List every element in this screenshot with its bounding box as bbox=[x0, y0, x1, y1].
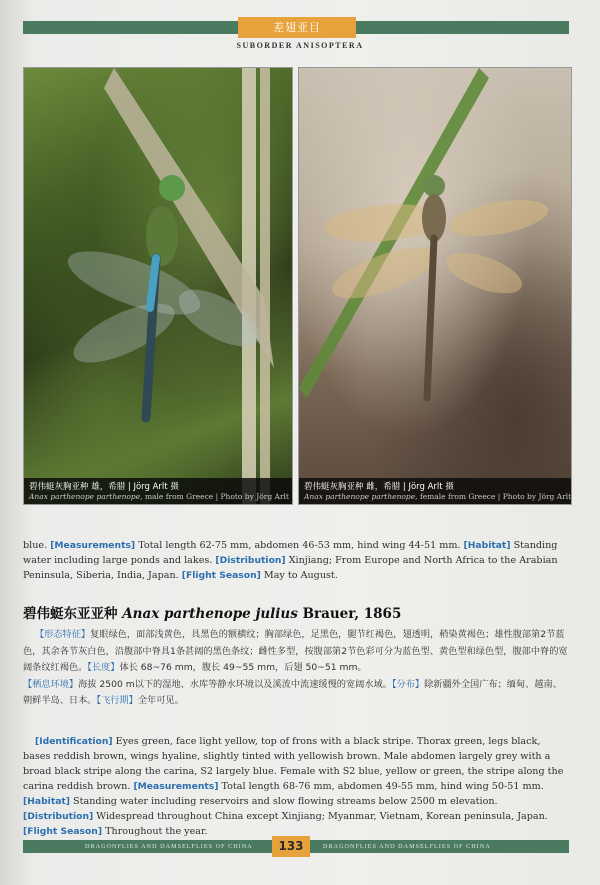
female-dragonfly-illustration bbox=[299, 68, 571, 504]
distribution-heading: [Distribution] bbox=[23, 811, 94, 822]
measurements-heading: [Measurements] bbox=[50, 540, 136, 551]
species-name-sci: Anax parthenope julius bbox=[122, 606, 298, 622]
habitat-heading: [Habitat] bbox=[23, 796, 70, 807]
footer-left-title: DRAGONFLIES AND DAMSELFLIES OF CHINA bbox=[85, 843, 253, 850]
prev-species-text: blue. [Measurements] Total length 62-75 mm, abdomen 46-53 mm, hind wing 44-51 mm. [Habitat] Standing water including large ponds and lakes. [Distribution] Xinjiang; From Europe and North Africa to the Arabian Peninsula, Siberia, India, Japan. [Flight Season] May to August. bbox=[23, 540, 558, 581]
flight-heading-zh: 【飞行期】 bbox=[96, 695, 138, 706]
flight-season-heading: [Flight Season] bbox=[181, 570, 261, 581]
distribution-heading-zh: 【分布】 bbox=[391, 678, 425, 690]
caption-en: Anax parthenope parthenope, female from Greece | Photo by Jörg Arlt bbox=[304, 492, 572, 501]
male-dragonfly-illustration bbox=[24, 68, 292, 504]
caption-zh: 碧伟蜓灰胸亚种 雄，希腊 | Jörg Arlt 摄 bbox=[29, 482, 179, 492]
caption-en: Anax parthenope parthenope, male from Greece | Photo by Jörg Arlt bbox=[29, 492, 289, 501]
species-author: Brauer, 1865 bbox=[302, 606, 402, 622]
footer-right-title: DRAGONFLIES AND DAMSELFLIES OF CHINA bbox=[323, 843, 491, 850]
description-zh: 【形态特征】复眼绿色，面部浅黄色，具黑色的额横纹；胸部绿色，足黑色，腿节红褐色，翅透明，稍染黄褐色；雄性腹部第2节蓝色，其余各节灰白色，沿腹部中脊具1条甚阔的黑色条纹；雌性多型，按腹部第2节色彩可分为蓝色型、黄色型和绿色型，腹部中脊的宽阔条纹红褐色。【长度】体长 68~76 mm，腹长 49~55 mm，后翅 50~51 mm。 【栖息环境】海拔 2500 m以下的湿地、水库等静水环境以及溪流中流速缓慢的宽阔水域。【分布】除新疆外全国广布；缅甸、越南、朝鲜半岛、日本。【飞行期】全年可见。 bbox=[23, 629, 568, 706]
species-title bbox=[23, 602, 569, 622]
species-name-zh: 碧伟蜓东亚亚种 bbox=[23, 606, 118, 622]
caption-zh: 碧伟蜓灰胸亚种 雌，希腊 | Jörg Arlt 摄 bbox=[304, 482, 454, 492]
morph-heading-zh: 【形态特征】 bbox=[35, 629, 91, 640]
habitat-heading: [Habitat] bbox=[463, 540, 511, 551]
photo-male bbox=[23, 67, 293, 505]
section-tab: 差翅亚目 bbox=[238, 17, 356, 38]
identification-heading: [Identification] bbox=[35, 736, 113, 747]
photo-caption bbox=[24, 478, 292, 504]
measurements-heading: [Measurements] bbox=[133, 781, 219, 792]
description-en: [Identification] Eyes green, face light yellow, top of frons with a black stripe. Thorax green, legs black, bases reddish brown, wings hyaline, slightly tinted with yellowish brown. Male abdomen largely grey with a broad black stripe along the carina, S2 largely blue. Female with S2 blue, yellow or green, the stripe along the carina reddish brown. [Measurements] Total length 68-76 mm, abdomen 49-55 mm, hind wing 50-51 mm. [Habitat] Standing water including reservoirs and slow flowing streams below 2500 m elevation. [Distribution] Widespread throughout China except Xinjiang; Myanmar, Vietnam, Korean peninsula, Japan. [Flight Season] Throughout the year. bbox=[23, 736, 564, 837]
habitat-heading-zh: 【栖息环境】 bbox=[23, 678, 79, 690]
page-number: 133 bbox=[272, 836, 310, 857]
section-subtitle: SUBORDER ANISOPTERA bbox=[236, 41, 364, 50]
photo-caption bbox=[299, 478, 571, 504]
distribution-heading: [Distribution] bbox=[215, 555, 286, 566]
length-heading-zh: 【长度】 bbox=[87, 662, 120, 673]
flight-season-heading: [Flight Season] bbox=[23, 826, 103, 837]
photo-female bbox=[298, 67, 572, 505]
